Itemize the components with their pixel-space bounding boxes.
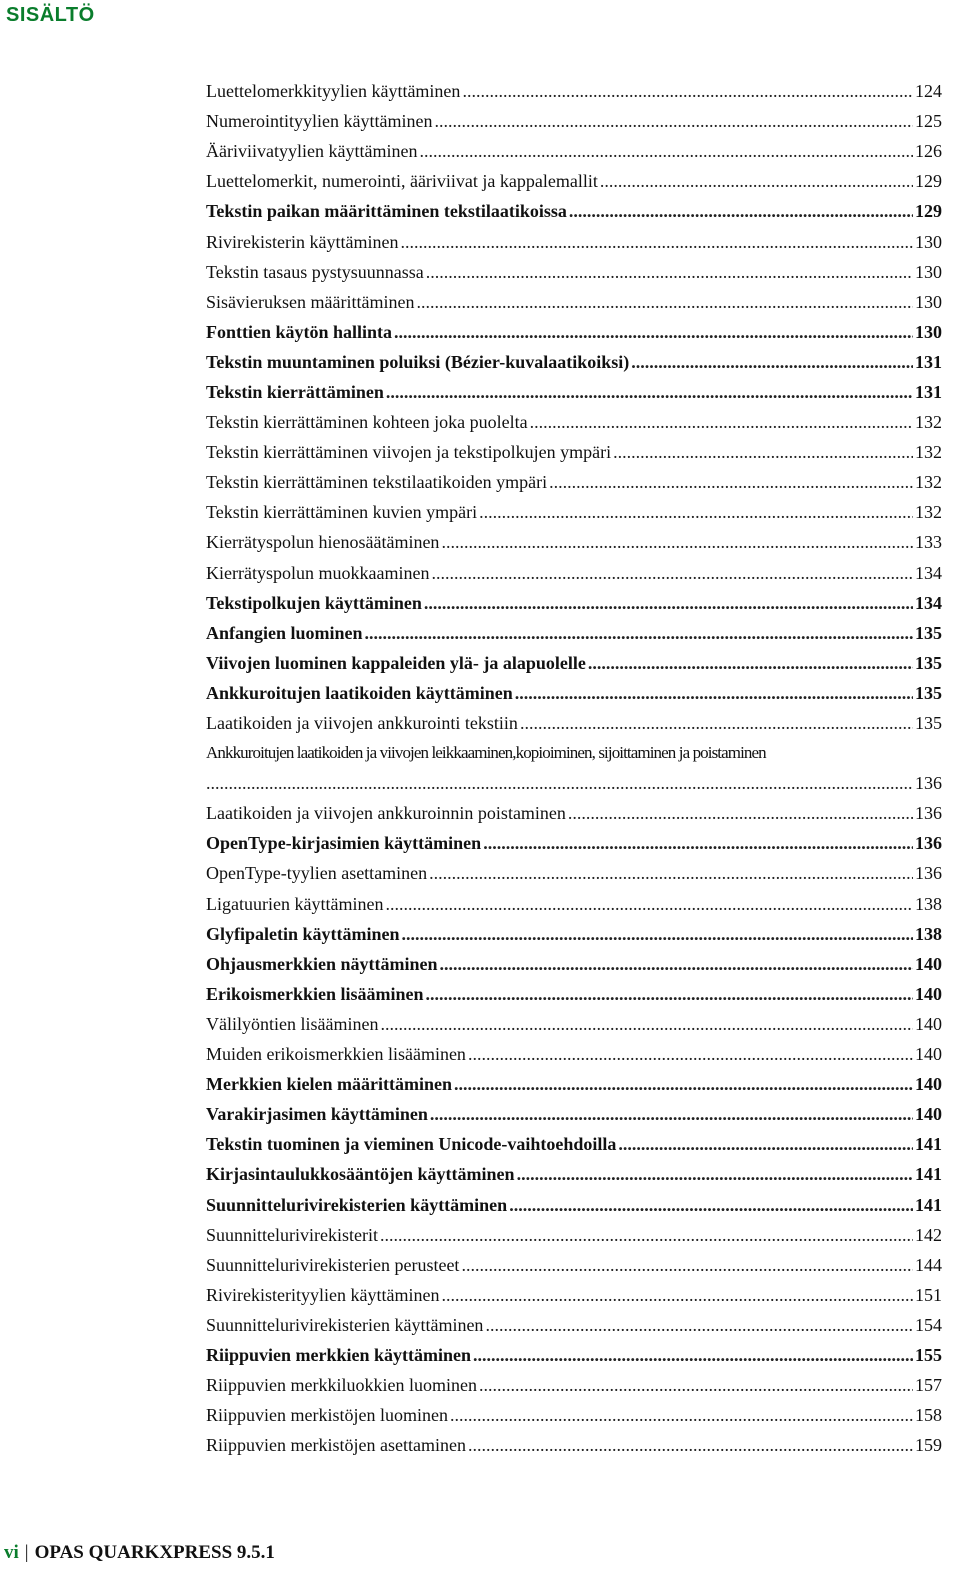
footer-page-number: vi — [4, 1542, 19, 1563]
toc-entry[interactable] — [206, 76, 942, 106]
toc-dot-leader — [515, 678, 913, 708]
toc-dot-leader — [450, 1400, 913, 1430]
toc-entry-page: 141 — [915, 1194, 942, 1215]
toc-entry[interactable] — [206, 648, 942, 678]
toc-entry[interactable] — [206, 1340, 942, 1370]
toc-entry-page: 140 — [915, 1044, 942, 1065]
toc-entry-title: Välilyöntien lisääminen — [206, 1013, 379, 1034]
toc-entry-title: Erikoismerkkien lisääminen — [206, 983, 424, 1004]
toc-entry-page: 132 — [915, 412, 942, 433]
toc-entry-page: 136 — [915, 863, 942, 884]
toc-entry-page: 130 — [915, 291, 942, 312]
toc-entry-page: 154 — [915, 1314, 942, 1335]
toc-dot-leader — [385, 889, 913, 919]
toc-entry-title: Ankkuroitujen laatikoiden ja viivojen leikkaaminen,kopioiminen, sijoittaminen ja poistaminen — [206, 743, 766, 763]
toc-entry-title: Varakirjasimen käyttäminen — [206, 1104, 428, 1125]
toc-entry-page: 151 — [915, 1284, 942, 1305]
toc-entry-title: Suunnittelurivirekisterien käyttäminen — [206, 1194, 508, 1215]
toc-dot-leader — [380, 1009, 913, 1039]
toc-entry-title: Ligatuurien käyttäminen — [206, 893, 384, 914]
toc-entry-title: Tekstin kierrättäminen kuvien ympäri — [206, 502, 478, 523]
toc-entry-page: 138 — [915, 893, 942, 914]
toc-dot-leader — [509, 1190, 913, 1220]
toc-entry-page: 141 — [915, 1164, 942, 1185]
toc-entry[interactable] — [206, 497, 942, 527]
toc-entry-page: 124 — [915, 81, 942, 102]
toc-entry-page: 131 — [915, 351, 942, 372]
toc-entry-page: 129 — [915, 201, 942, 222]
toc-entry[interactable] — [206, 467, 942, 497]
toc-entry-page: 158 — [915, 1405, 942, 1426]
toc-entry-title: Laatikoiden ja viivojen ankkurointi tekstiin — [206, 713, 518, 734]
toc-entry-title: Muiden erikoismerkkien lisääminen — [206, 1044, 466, 1065]
toc-entry[interactable] — [206, 1189, 942, 1219]
toc-entry-title: Kirjasintaulukkosääntöjen käyttäminen — [206, 1164, 515, 1185]
toc-entry-page: 132 — [915, 472, 942, 493]
toc-entry[interactable] — [206, 1370, 942, 1400]
toc-entry-page: 126 — [915, 141, 942, 162]
toc-dot-leader — [380, 1220, 913, 1250]
toc-entry-title: Suunnittelurivirekisterien perusteet — [206, 1254, 460, 1275]
toc-dot-leader — [419, 136, 913, 166]
toc-entry-title: OpenType-kirjasimien käyttäminen — [206, 833, 482, 854]
toc-dot-leader — [461, 1250, 913, 1280]
toc-entry[interactable] — [206, 798, 942, 828]
toc-dot-leader — [394, 317, 913, 347]
toc-entry-title: Anfangien luominen — [206, 622, 363, 643]
toc-entry[interactable] — [206, 1250, 942, 1280]
toc-entry-title: Rivirekisterin käyttäminen — [206, 231, 399, 252]
toc-entry-title: Riippuvien merkistöjen luominen — [206, 1405, 448, 1426]
toc-entry[interactable] — [206, 377, 942, 407]
toc-entry-page: 144 — [915, 1254, 942, 1275]
toc-entry-title: Riippuvien merkistöjen asettaminen — [206, 1435, 466, 1456]
toc-entry-page: 138 — [915, 923, 942, 944]
toc-entry-title: Luettelomerkit, numerointi, ääriviivat ja kappalemallit — [206, 171, 598, 192]
toc-dot-leader — [206, 768, 913, 798]
toc-entry-title: Luettelomerkkityylien käyttäminen — [206, 81, 461, 102]
toc-entry-page: 125 — [915, 111, 942, 132]
toc-entry-page: 132 — [915, 502, 942, 523]
toc-entry[interactable] — [206, 1069, 942, 1099]
toc-dot-leader — [416, 287, 913, 317]
toc-entry[interactable] — [206, 527, 942, 557]
toc-entry-page: 140 — [915, 983, 942, 1004]
toc-entry[interactable] — [206, 166, 942, 196]
toc-entry[interactable] — [206, 979, 942, 1009]
toc-entry[interactable] — [206, 828, 942, 858]
toc-entry-page: 136 — [915, 803, 942, 824]
toc-dot-leader — [454, 1069, 913, 1099]
toc-entry-title: Ääriviivatyylien käyttäminen — [206, 141, 418, 162]
toc-dot-leader — [613, 437, 913, 467]
toc-entry-title: Glyfipaletin käyttäminen — [206, 923, 400, 944]
toc-entry-title: Ankkuroitujen laatikoiden käyttäminen — [206, 682, 513, 703]
toc-entry-page: 155 — [915, 1344, 942, 1365]
toc-entry-title: Viivojen luominen kappaleiden ylä- ja alapuolelle — [206, 652, 586, 673]
toc-entry[interactable] — [206, 287, 942, 317]
toc-dot-leader — [479, 1370, 913, 1400]
toc-dot-leader — [549, 467, 913, 497]
footer-separator: | — [24, 1542, 29, 1563]
toc-list-top — [206, 76, 942, 738]
toc-entry-title: Rivirekisterityylien käyttäminen — [206, 1284, 440, 1305]
toc-entry-page: 129 — [915, 171, 942, 192]
toc-dot-leader — [468, 1430, 913, 1460]
toc-entry[interactable] — [206, 1280, 942, 1310]
toc-entry[interactable] — [206, 588, 942, 618]
toc-entry-page: 136 — [915, 773, 942, 794]
toc-entry-title: Riippuvien merkkiluokkien luominen — [206, 1375, 477, 1396]
toc-dot-leader — [400, 227, 913, 257]
toc-entry-page: 157 — [915, 1375, 942, 1396]
toc-dot-leader — [441, 527, 913, 557]
toc-entry[interactable] — [206, 347, 942, 377]
toc-entry-page: 135 — [915, 652, 942, 673]
toc-dot-leader — [517, 1159, 913, 1189]
toc-dot-leader — [431, 558, 913, 588]
toc-entry-page: 136 — [915, 833, 942, 854]
toc-entry-page: 159 — [915, 1435, 942, 1456]
toc-entry-title: Tekstin paikan määrittäminen tekstilaatikoissa — [206, 201, 567, 222]
toc-entry-wrapped[interactable] — [206, 738, 942, 798]
toc-entry-page: 135 — [915, 713, 942, 734]
toc-entry[interactable] — [206, 317, 942, 347]
toc-entry-title: Sisävieruksen määrittäminen — [206, 291, 415, 312]
toc-entry[interactable] — [206, 1099, 942, 1129]
toc-dot-leader — [386, 377, 913, 407]
toc-dot-leader — [424, 588, 913, 618]
toc-dot-leader — [365, 618, 913, 648]
toc-entry-page: 134 — [915, 592, 942, 613]
table-of-contents — [206, 76, 942, 1460]
toc-entry-title: Tekstin kierrättäminen tekstilaatikoiden ympäri — [206, 472, 548, 493]
toc-entry-title: Ohjausmerkkien näyttäminen — [206, 953, 438, 974]
toc-entry-title: OpenType-tyylien asettaminen — [206, 863, 428, 884]
toc-entry[interactable] — [206, 1310, 942, 1340]
toc-dot-leader — [402, 919, 913, 949]
toc-dot-leader — [426, 979, 913, 1009]
toc-entry-title: Tekstin kierrättäminen kohteen joka puolelta — [206, 412, 528, 433]
toc-dot-leader — [568, 798, 913, 828]
toc-dot-leader — [631, 347, 913, 377]
toc-entry-page: 130 — [915, 261, 942, 282]
toc-list-bottom — [206, 798, 942, 1460]
toc-entry-title: Numerointityylien käyttäminen — [206, 111, 433, 132]
section-title: SISÄLTÖ — [6, 4, 95, 26]
footer-book-title: OPAS QUARKXPRESS 9.5.1 — [34, 1542, 275, 1563]
toc-entry-title: Suunnittelurivirekisterien käyttäminen — [206, 1314, 484, 1335]
toc-entry[interactable] — [206, 618, 942, 648]
toc-dot-leader — [485, 1310, 913, 1340]
toc-dot-leader — [588, 648, 913, 678]
toc-entry-title: Kierrätyspolun muokkaaminen — [206, 562, 430, 583]
toc-entry-title: Tekstin tuominen ja vieminen Unicode-vaihtoehdoilla — [206, 1134, 617, 1155]
toc-entry-title: Tekstipolkujen käyttäminen — [206, 592, 422, 613]
toc-entry-page: 130 — [915, 321, 942, 342]
toc-dot-leader — [426, 257, 913, 287]
toc-entry[interactable] — [206, 106, 942, 136]
toc-entry-page: 135 — [915, 622, 942, 643]
toc-dot-leader — [520, 708, 913, 738]
toc-entry-title: Tekstin kierrättäminen — [206, 381, 384, 402]
toc-entry-title: Tekstin tasaus pystysuunnassa — [206, 261, 424, 282]
toc-entry[interactable] — [206, 889, 942, 919]
toc-entry-page: 140 — [915, 953, 942, 974]
toc-dot-leader — [429, 858, 913, 888]
toc-entry[interactable] — [206, 1400, 942, 1430]
toc-entry-page: 134 — [915, 562, 942, 583]
toc-entry-page: 133 — [915, 532, 942, 553]
toc-dot-leader — [473, 1340, 913, 1370]
toc-entry[interactable] — [206, 196, 942, 226]
toc-dot-leader — [618, 1129, 913, 1159]
toc-entry[interactable] — [206, 919, 942, 949]
toc-entry[interactable] — [206, 1039, 942, 1069]
toc-entry[interactable] — [206, 558, 942, 588]
toc-dot-leader — [530, 407, 913, 437]
toc-entry[interactable] — [206, 1129, 942, 1159]
toc-entry-title: Tekstin muuntaminen poluiksi (Bézier-kuvalaatikoiksi) — [206, 351, 630, 372]
toc-dot-leader — [440, 949, 913, 979]
toc-dot-leader — [434, 106, 913, 136]
toc-dot-leader — [468, 1039, 913, 1069]
toc-entry-page: 140 — [915, 1013, 942, 1034]
toc-entry-page: 132 — [915, 442, 942, 463]
toc-entry[interactable] — [206, 1220, 942, 1250]
toc-dot-leader — [483, 828, 913, 858]
toc-dot-leader — [600, 166, 913, 196]
toc-entry-title: Kierrätyspolun hienosäätäminen — [206, 532, 440, 553]
toc-entry[interactable] — [206, 136, 942, 166]
toc-entry-title: Riippuvien merkkien käyttäminen — [206, 1344, 472, 1365]
toc-dot-leader — [569, 196, 913, 226]
toc-entry-title: Merkkien kielen määrittäminen — [206, 1074, 452, 1095]
toc-entry-title: Tekstin kierrättäminen viivojen ja tekstipolkujen ympäri — [206, 442, 612, 463]
toc-entry[interactable] — [206, 708, 942, 738]
toc-entry[interactable] — [206, 437, 942, 467]
toc-entry[interactable] — [206, 949, 942, 979]
toc-entry-title: Fonttien käytön hallinta — [206, 321, 393, 342]
toc-entry-page: 142 — [915, 1224, 942, 1245]
toc-entry[interactable] — [206, 226, 942, 256]
toc-dot-leader — [430, 1099, 913, 1129]
toc-entry-title: Laatikoiden ja viivojen ankkuroinnin poistaminen — [206, 803, 566, 824]
toc-entry-title: Suunnittelurivirekisterit — [206, 1224, 378, 1245]
toc-dot-leader — [441, 1280, 913, 1310]
toc-entry[interactable] — [206, 407, 942, 437]
toc-entry-page: 135 — [915, 682, 942, 703]
toc-entry-page: 140 — [915, 1104, 942, 1125]
toc-entry[interactable] — [206, 1009, 942, 1039]
toc-entry[interactable] — [206, 678, 942, 708]
toc-entry-page: 140 — [915, 1074, 942, 1095]
toc-entry[interactable] — [206, 1430, 942, 1460]
toc-entry-page: 131 — [915, 381, 942, 402]
toc-entry[interactable] — [206, 858, 942, 888]
toc-dot-leader — [479, 497, 913, 527]
toc-entry[interactable] — [206, 257, 942, 287]
toc-entry-page: 141 — [915, 1134, 942, 1155]
toc-entry-page: 130 — [915, 231, 942, 252]
toc-entry[interactable] — [206, 1159, 942, 1189]
toc-dot-leader — [462, 76, 913, 106]
page-footer — [4, 1542, 275, 1564]
